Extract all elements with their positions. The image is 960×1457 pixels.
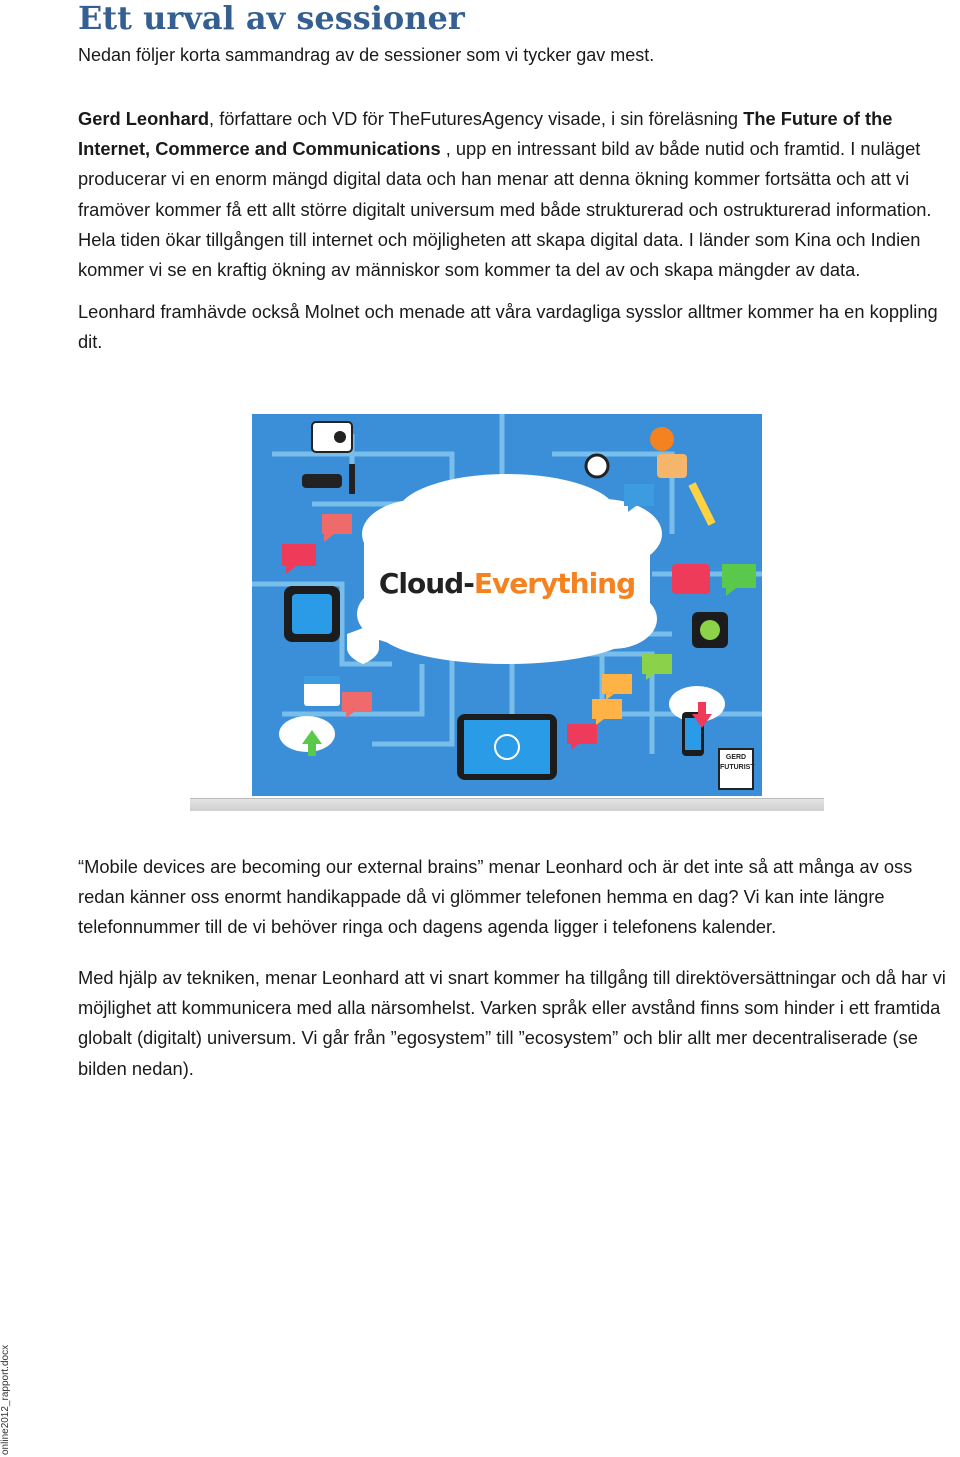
intro-text: Nedan följer korta sammandrag av de sessioner som vi tycker gav mest. (78, 45, 655, 65)
paragraph-leonhard-intro (78, 104, 958, 285)
paragraph-translation-text: Med hjälp av tekniken, menar Leonhard att vi snart kommer ha tillgång till direktöversättningar och då har vi möjlighet att kommunicera med alla närsomhelst. Varken språk eller avstånd finns som hinder i ett framtida globalt (digitalt) universum. Vi går från ”egosystem” till ”ecosystem” och blir allt mer decentraliserade (se bilden nedan). (78, 967, 946, 1079)
cloud-everything-label (364, 540, 650, 626)
paragraph-cloud: Leonhard framhävde också Molnet och menade att våra vardagliga sysslor alltmer kommer ha en koppling dit. (78, 301, 938, 353)
paragraph-mobile-text: “Mobile devices are becoming our external brains” menar Leonhard och är det inte så att många av oss redan känner oss enormt handikappade då vi glömmer telefonen hemma en dag? Vi kan inte längre telefonnummer till de vi behöver ringa och dagens agenda ligger i telefonens kalender. (78, 856, 913, 938)
footer-filename: online2012_rapport.docx (0, 1344, 11, 1455)
cloud-everything-image (252, 414, 762, 796)
cloud-label-part1: Cloud- (378, 566, 474, 600)
slide-viewer-toolbar (190, 798, 824, 811)
speaker-description: , författare och VD för TheFuturesAgency visade, i sin föreläsning (209, 108, 744, 129)
talk-title: The Future of the Internet, Commerce and Communications (78, 108, 893, 160)
paragraph-body: , upp en intressant bild av både nutid och framtid. I nuläget producerar vi en enorm mängd digital data och han menar att denna ökning kommer fortsätta och att vi framöver kommer få ett allt större digitalt universum med både strukturerad och ostrukturerad information. Hela tiden ökar tillgången till internet och möjligheten att skapa digital data. I länder som Kina och Indien kommer vi se en kraftig ökning av människor som kommer ta del av och skapa mängder av data. (78, 138, 932, 281)
paragraph-translation (78, 963, 960, 1084)
cloud-everything-figure (190, 414, 824, 810)
gerd-futurist-logo: GERD FUTURIST (718, 748, 754, 790)
speaker-name: Gerd Leonhard (78, 108, 210, 129)
cloud-label-part2: Everything (473, 566, 636, 600)
page-title: Ett urval av sessioner (78, 0, 465, 37)
paragraph-mobile-devices (78, 852, 958, 943)
